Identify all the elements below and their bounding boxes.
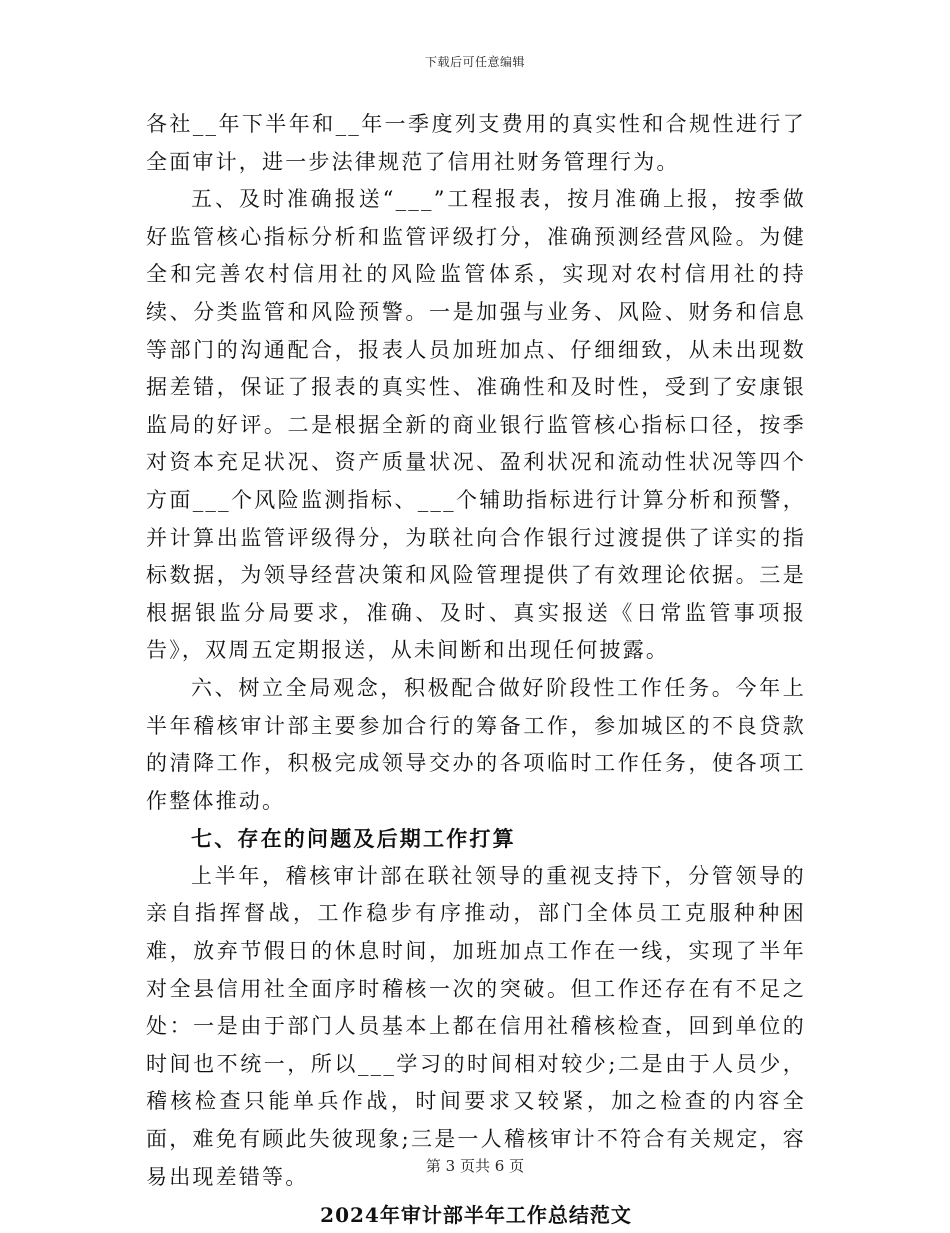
section-heading-seven: 七、存在的问题及后期工作打算 [191,826,516,852]
paragraph-section-six: 六、树立全局观念，积极配合做好阶段性工作任务。今年上半年稽核审计部主要参加合行的筹备工作，参加城区的不良贷款的清降工作，积极完成领导交办的各项临时工作任务，使各项工作整体推动。 [146,675,806,813]
document-body [146,106,806,1233]
paragraph-section-five: 五、及时准确报送“___”工程报表，按月准确上报，按季做好监管核心指标分析和监管评级打分，准确预测经营风险。为健全和完善农村信用社的风险监管体系，实现对农村信用社的持续、分类监管和风险预警。一是加强与业务、风险、财务和信息等部门的沟通配合，报表人员加班加点、仔细细致，从未出现数据差错，保证了报表的真实性、准确性和及时性，受到了安康银监局的好评。二是根据全新的商业银行监管核心指标口径，按季对资本充足状况、资产质量状况、盈利状况和流动性状况等四个方面___个风险监测指标、___个辅助指标进行计算分析和预警，并计算出监管评级得分，为联社向合作银行过渡提供了详实的指标数据，为领导经营决策和风险管理提供了有效理论依据。三是根据银监分局要求，准确、及时、真实报送《日常监管事项报告》，双周五定期报送，从未间断和出现任何披露。 [146,187,806,663]
paragraph-section-seven: 上半年，稽核审计部在联社领导的重视支持下，分管领导的亲自指挥督战，工作稳步有序推动，部门全体员工克服种种困难，放弃节假日的休息时间，加班加点工作在一线，实现了半年对全县信用社全面序时稽核一次的突破。但工作还存在有不足之处：一是由于部门人员基本上都在信用社稽核检查，回到单位的时间也不统一，所以___学习的时间相对较少;二是由于人员少，稽核检查只能单兵作战，时间要求又较紧，加之检查的内容全面，难免有顾此失彼现象;三是一人稽核审计不符合有关规定，容易出现差错等。 [146,863,806,1189]
document-title: 2024年审计部半年工作总结范文 [320,1203,632,1228]
page-number-footer: 第 3 页共 6 页 [425,1157,525,1175]
page-header-note: 下载后可任意编辑 [424,55,525,69]
paragraph-audit-continuation: 各社__年下半年和__年一季度列支费用的真实性和合规性进行了全面审计，进一步法律规范了信用社财务管理行为。 [146,112,806,174]
